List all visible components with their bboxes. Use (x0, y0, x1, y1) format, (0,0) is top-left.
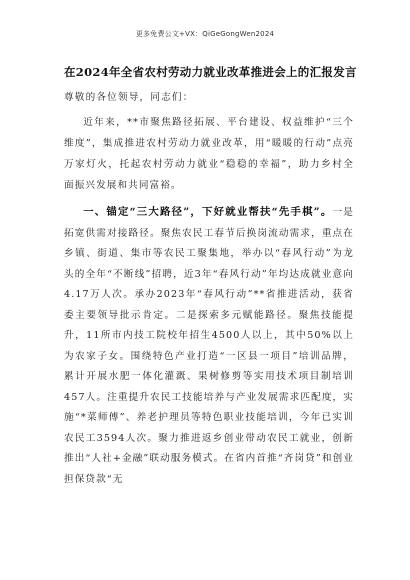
section-1-body: 一是拓宽供需对接路径。聚焦农民工春节后换岗流动需求，重点在乡镇、街道、集市等农民工聚集地，举办以“春风行动”为龙头的全年“不断线”招聘，近3年“春风行动”年均达成就业意向4.17万人次。承办2023年“春风行动”**省推进活动，获省委主要领导批示肯定。二是探索多元赋能路径。聚焦技能提升，11所市内技工院校年招生4500人以上，其中50%以上为农家子女。围绕特色产业打造“一区县一项目”培训品牌，累计开展水肥一体化灌溉、果树修剪等实用技术项目制培训457人。注重提升农民工技能培养与产业发展需求匹配度，实施“*菜师傅”、养老护理员等特色职业技能培训，今年已实训农民工3594人次。聚力推进返乡创业带动农民工就业，创新推出“人社+金融”联动服务模式。在省内首推“齐岗贷”和创业担保贷款“无 (64, 207, 354, 485)
document-title: 在2024年全省农村劳动力就业改革推进会上的汇报发言 (64, 65, 357, 79)
intro-paragraph: 近年来，**市聚焦路径拓展、平台建设、权益维护“三个维度”，集成推进农村劳动力就业改革，用“暖暖的行动”点亮万家灯火，托起农村劳动力就业“稳稳的幸福”，助力乡村全面振兴发展和共同富裕。 (64, 117, 354, 191)
header-note: 更多免费公文+VX：QiGeGongWen2024 (135, 30, 275, 38)
section-1 (64, 202, 354, 490)
section-1-heading: 一、锚定“三大路径”，下好就业帮扶“先手棋”。 (83, 206, 333, 218)
document-body (64, 64, 357, 490)
salutation: 尊敬的各位领导，同志们： (64, 92, 194, 103)
